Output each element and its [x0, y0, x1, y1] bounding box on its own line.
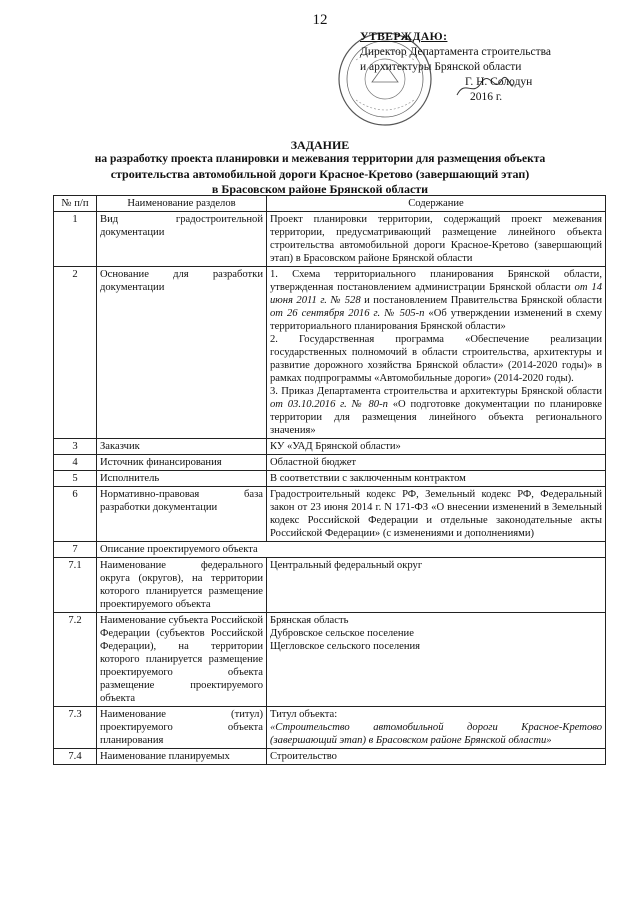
- header-content: Содержание: [267, 196, 606, 212]
- row-name: Заказчик: [97, 439, 267, 455]
- row-number: 6: [54, 487, 97, 542]
- row-name: Исполнитель: [97, 471, 267, 487]
- row-name: Наименование планируемых: [97, 749, 267, 765]
- row-number: 3: [54, 439, 97, 455]
- row-name: Наименование федерального округа (округов), на территории которого планируется размещение проектируемого объекта: [97, 558, 267, 613]
- region-line: Брянская область: [270, 615, 349, 626]
- page-number: 12: [312, 12, 328, 28]
- object-title-label: Титул объекта:: [270, 709, 338, 720]
- document-subtitle-2: строительства автомобильной дороги Красное-Кретово (завершающий этап): [110, 167, 530, 181]
- approval-signatory: Г. Н. Солодун: [465, 76, 533, 88]
- row-content: [267, 707, 606, 749]
- table-row: [54, 558, 606, 613]
- row-name: Наименование субъекта Российской Федерации (субъектов Российской Федерации), на территории которого планируется размещение проектируемого объекта размещение проектируемого объекта: [97, 613, 267, 707]
- row-name: Нормативно-правовая база разработки документации: [97, 487, 267, 542]
- region-line: Щегловское сельского поселения: [270, 641, 421, 652]
- approval-organization: и архитектуры Брянской области: [360, 61, 522, 73]
- header-number: № п/п: [54, 196, 97, 212]
- row-content: [267, 613, 606, 707]
- row-content: Областной бюджет: [267, 455, 606, 471]
- header-section-name: Наименование разделов: [97, 196, 267, 212]
- row-name: Основание для разработки документации: [97, 267, 267, 439]
- row-number: 7.4: [54, 749, 97, 765]
- table-row: [54, 439, 606, 455]
- row-content: Проект планировки территории, содержащий проект межевания территории, предусматривающий размещение линейного объекта строительства автомобильной дороги Красное-Кретово (завершающий этап) в Брасовском районе Брянской области: [267, 212, 606, 267]
- object-title-value: «Строительство автомобильной дороги Красное-Кретово (завершающий этап) в Брасовском районе Брянской области»: [270, 722, 602, 746]
- row-content: Строительство: [267, 749, 606, 765]
- table-header-row: [54, 196, 606, 212]
- basis-item-2: 2. Государственная программа «Обеспечение реализации государственных полномочий в области строительства, архитектуры и развитие дорожного хозяйства Брянской области» (2014-2020 годы)» в рамках подпрограммы «Автомобильные дороги» (2014-2020 годы).: [270, 334, 602, 384]
- specification-table: [53, 195, 606, 765]
- table-row: [54, 487, 606, 542]
- document-title: ЗАДАНИЕ: [290, 138, 350, 152]
- region-line: Дубровское сельское поселение: [270, 628, 414, 639]
- row-content: [267, 267, 606, 439]
- table-row: [54, 471, 606, 487]
- row-section-heading: Описание проектируемого объекта: [97, 542, 606, 558]
- approval-block: [360, 30, 630, 105]
- row-number: 1: [54, 212, 97, 267]
- row-number: 4: [54, 455, 97, 471]
- table-row: [54, 707, 606, 749]
- row-name: Вид градостроительной документации: [97, 212, 267, 267]
- row-number: 7.1: [54, 558, 97, 613]
- row-number: 7.2: [54, 613, 97, 707]
- row-name: Наименование (титул) проектируемого объекта планирования: [97, 707, 267, 749]
- basis-item-3: 3. Приказ Департамента строительства и архитектуры Брянской области от 03.10.2016 г. № 80-п «О подготовке документации по планировке территории для размещения линейного объекта регионального значения»: [270, 386, 602, 436]
- document-subtitle-3: в Брасовском районе Брянской области: [211, 182, 429, 196]
- row-name: Источник финансирования: [97, 455, 267, 471]
- table-row: [54, 212, 606, 267]
- row-content: КУ «УАД Брянской области»: [267, 439, 606, 455]
- basis-item-1: 1. Схема территориального планирования Брянской области, утвержденная постановлением администрации Брянской области от 14 июня 2011 г. № 528 и постановлением Правительства Брянской области от 26 сентября 2016 г. № 505-п «Об утверждении изменений в схему территориального планирования Брянской области»: [270, 269, 603, 332]
- table-row: [54, 613, 606, 707]
- table-row: [54, 542, 606, 558]
- table-row: [54, 267, 606, 439]
- approval-title: УТВЕРЖДАЮ:: [360, 31, 448, 43]
- table-row: [54, 455, 606, 471]
- row-number: 2: [54, 267, 97, 439]
- row-content: Градостроительный кодекс РФ, Земельный кодекс РФ, Федеральный закон от 23 июня 2014 г. N 171-ФЗ «О внесении изменений в Земельный кодекс Российской Федерации и отдельные законодательные акты Российской Федерации» (с изменениями и дополнениями): [267, 487, 606, 542]
- approval-position: Директор Департамента строительства: [360, 46, 551, 58]
- document-subtitle-1: на разработку проекта планировки и межевания территории для размещения объекта: [94, 153, 546, 165]
- row-number: 5: [54, 471, 97, 487]
- row-content: В соответствии с заключенным контрактом: [267, 471, 606, 487]
- table-row: [54, 749, 606, 765]
- approval-date: 2016 г.: [470, 91, 503, 103]
- row-content: Центральный федеральный округ: [267, 558, 606, 613]
- row-number: 7.3: [54, 707, 97, 749]
- row-number: 7: [54, 542, 97, 558]
